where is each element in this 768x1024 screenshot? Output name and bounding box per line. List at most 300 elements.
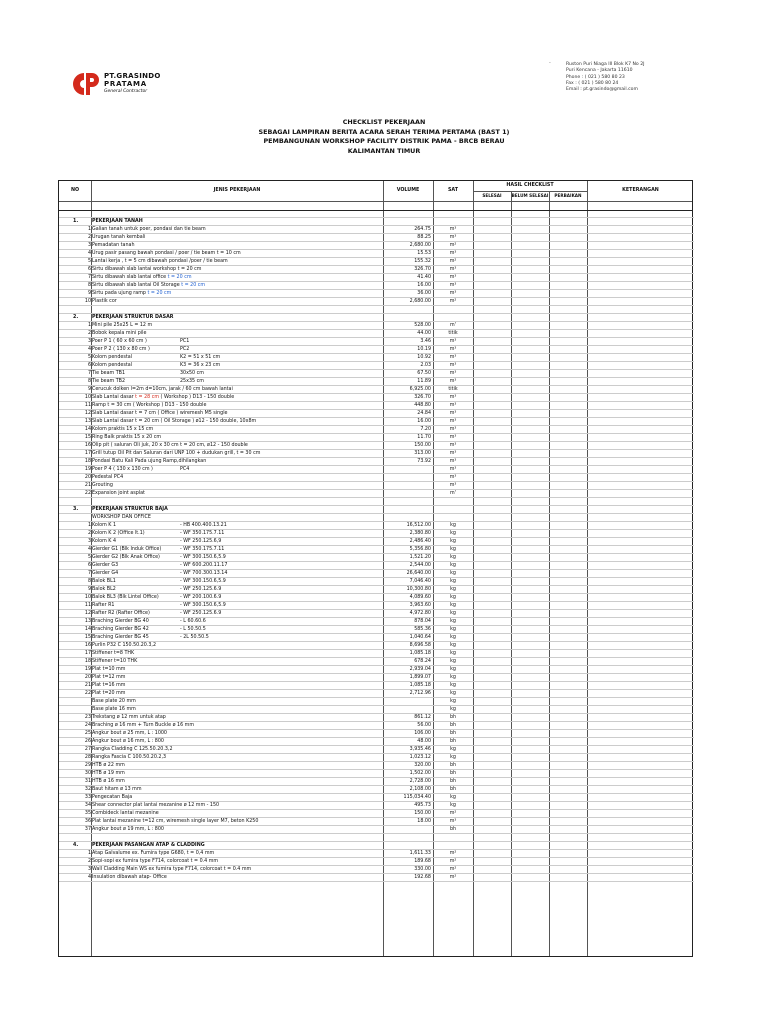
item-number: 6 <box>87 563 91 568</box>
description-text: Plat t=20 mm <box>92 691 126 696</box>
company-tagline: General Contractor <box>104 89 148 94</box>
item-spec: - L 60.60.6 <box>180 619 206 624</box>
item-volume: 528.00 <box>414 323 431 328</box>
table-row <box>59 442 694 450</box>
item-number: 19 <box>84 667 91 672</box>
table-row <box>59 666 694 674</box>
description-text: Plat t=12 mm <box>92 675 126 680</box>
table-row <box>59 730 694 738</box>
description-text: Poer P 4 ( 130 x 130 cm ) <box>92 467 153 472</box>
description-text: Grill tutup Oil Pit dan Saluran dari UNP 100 + dudukan grill, t = 30 cm <box>92 451 261 456</box>
item-volume: 7,046.40 <box>409 579 431 584</box>
item-unit: kg <box>450 595 456 600</box>
item-number: 9 <box>87 587 91 592</box>
table-row <box>59 642 694 650</box>
item-description <box>92 722 387 730</box>
description-text: Braching Gierder BG 45 <box>92 635 149 640</box>
item-unit: m² <box>449 259 457 264</box>
description-text: Plat t=10 mm <box>92 667 126 672</box>
blank-row <box>59 210 694 218</box>
item-description <box>92 874 387 882</box>
table-row <box>59 258 694 266</box>
table-row <box>59 378 694 386</box>
item-volume: 115,034.40 <box>403 795 431 800</box>
item-volume: 48.00 <box>417 739 431 744</box>
description-text: Stiffener t=10 THK <box>92 659 138 664</box>
item-volume: 189.68 <box>414 859 431 864</box>
item-volume: 6,925.00 <box>409 387 431 392</box>
address-line: Email : pt.grasindo@gmail.com <box>566 87 638 93</box>
table-row <box>59 434 694 442</box>
description-text: Gierder G1 (Blk Induk Office) <box>92 547 162 552</box>
item-description <box>92 442 387 450</box>
table-row <box>59 250 694 258</box>
item-volume: 1,899.07 <box>409 675 431 680</box>
item-unit: kg <box>450 523 456 528</box>
item-volume: 1,502.00 <box>409 771 431 776</box>
item-volume: 2,544.00 <box>409 563 431 568</box>
item-unit: m³ <box>449 355 457 360</box>
item-number: 9 <box>87 387 91 392</box>
item-spec: - WF 300.150.6,5.9 <box>180 603 226 608</box>
description-text: Balok BL2 <box>92 587 116 592</box>
company-logo <box>70 71 190 101</box>
item-number: 3 <box>87 339 91 344</box>
table-row <box>59 426 694 434</box>
item-number: 16 <box>84 443 91 448</box>
item-number: 7 <box>87 371 91 376</box>
description-text: Stiffener t=8 THK <box>92 651 135 656</box>
table-row <box>59 226 694 234</box>
item-volume: 67.50 <box>417 371 431 376</box>
item-number: 26 <box>84 739 91 744</box>
item-unit: kg <box>450 531 456 536</box>
item-description <box>92 866 387 874</box>
table-row <box>59 370 694 378</box>
item-number: 22 <box>84 491 91 496</box>
item-description <box>92 458 387 466</box>
item-spec: 25x35 cm <box>180 379 204 384</box>
item-unit: kg <box>450 627 456 632</box>
item-unit: m³ <box>449 443 457 448</box>
description-text: Gierder G3 <box>92 563 119 568</box>
item-unit: m³ <box>449 251 457 256</box>
item-unit: kg <box>450 563 456 568</box>
item-volume: 1,085.18 <box>409 683 431 688</box>
description-text: Plat lantai mezanine t=12 cm, wiremesh single layer M7, beton K250 <box>92 819 259 824</box>
table-row <box>59 738 694 746</box>
item-volume: 56.00 <box>417 723 431 728</box>
description-text: Base plate 20 mm <box>92 699 136 704</box>
item-volume: 88.25 <box>417 235 431 240</box>
description-text: WORKSHOP DAN OFFICE <box>92 515 151 520</box>
table-row <box>59 466 694 474</box>
item-description <box>92 786 387 794</box>
table-row <box>59 458 694 466</box>
item-volume: 24.84 <box>417 411 431 416</box>
item-unit: bh <box>449 827 457 832</box>
item-volume: 3,935.46 <box>409 747 431 752</box>
item-unit: m³ <box>449 339 457 344</box>
table-row <box>59 402 694 410</box>
item-number: 3 <box>87 539 91 544</box>
table-row <box>59 778 694 786</box>
item-number: 1 <box>87 523 91 528</box>
item-volume: 41.40 <box>417 275 431 280</box>
description-text: ( Workshop ) D13 - 150 double <box>159 395 235 400</box>
item-volume: 326.70 <box>414 267 431 272</box>
item-unit: m³ <box>449 283 457 288</box>
blank-row <box>59 498 694 506</box>
item-number: 5 <box>87 355 91 360</box>
description-text: Urug pasir pasang bawah pondasi / poer / tie beam t = 10 cm <box>92 251 241 256</box>
item-number: 17 <box>84 451 91 456</box>
item-unit: m² <box>449 811 457 816</box>
item-unit: m³ <box>449 347 457 352</box>
item-number: 10 <box>84 299 91 304</box>
description-text: Base plate 16 mm <box>92 707 136 712</box>
item-number: 15 <box>84 435 91 440</box>
table-row <box>59 874 694 882</box>
table-row <box>59 266 694 274</box>
description-text: Sopi-sopi ex fumira type F714, colorcoat t = 0.4 mm <box>92 859 219 864</box>
item-volume: 16.00 <box>417 283 431 288</box>
table-row <box>59 546 694 554</box>
table-row <box>59 650 694 658</box>
description-text: Braching Gierder BG 40 <box>92 619 149 624</box>
table-row <box>59 850 694 858</box>
item-description <box>92 714 387 722</box>
table-row <box>59 354 694 362</box>
table-row <box>59 522 694 530</box>
item-description <box>92 826 387 834</box>
description-text: Rangka Fascia C 100.50.20.2,3 <box>92 755 167 760</box>
item-spec: - WF 250.125.6.9 <box>180 611 222 616</box>
item-volume: 861.12 <box>414 715 431 720</box>
item-unit: m³ <box>449 363 457 368</box>
section-row <box>59 218 694 226</box>
item-description <box>92 762 387 770</box>
table-row <box>59 474 694 482</box>
item-number: 5 <box>87 259 91 264</box>
description-text: Braching Gierder BG 42 <box>92 627 149 632</box>
table-row <box>59 714 694 722</box>
item-unit: kg <box>450 547 456 552</box>
description-text: Baut hitam ø 13 mm <box>92 787 142 792</box>
item-spec: - 2L 50.50.5 <box>180 635 209 640</box>
description-text: Cerucuk dolken l=2m d=10cm, jarak / 60 cm bawah lantai <box>92 387 233 392</box>
item-unit: kg <box>450 619 456 624</box>
item-spec: - WF 300.150.6,5.9 <box>180 555 226 560</box>
section-number: 2. <box>73 315 79 320</box>
description-text: Olip pit ( saluran Oli juk, 20 x 30 cm t = 20 cm, ø12 - 150 double <box>92 443 248 448</box>
item-unit: kg <box>450 667 456 672</box>
description-text: Grouting <box>92 483 113 488</box>
description-text: Purlin P32 C 150.50.20.3,2 <box>92 643 157 648</box>
table-row <box>59 682 694 690</box>
item-number: 29 <box>84 763 91 768</box>
item-description <box>92 474 387 482</box>
description-text: Kolom K 2 (Office lt.1) <box>92 531 145 536</box>
item-volume: 2.03 <box>420 363 431 368</box>
description-text: HTB ø 19 mm <box>92 771 125 776</box>
item-volume: 150.00 <box>414 811 431 816</box>
description-text: Urugan tanah kembali <box>92 235 146 240</box>
item-number: 12 <box>84 611 91 616</box>
item-unit: m³ <box>449 483 457 488</box>
item-number: 2 <box>87 859 91 864</box>
table-row <box>59 322 694 330</box>
item-description <box>92 698 387 706</box>
item-description <box>92 250 387 258</box>
grid-line <box>59 201 692 202</box>
description-text: Kolom pendestal <box>92 355 132 360</box>
item-unit: m³ <box>449 459 457 464</box>
item-unit: kg <box>450 635 456 640</box>
item-number: 8 <box>87 579 91 584</box>
table-row <box>59 490 694 498</box>
item-unit: m³ <box>449 267 457 272</box>
item-number: 18 <box>84 659 91 664</box>
description-text: Kolom K 1 <box>92 523 117 528</box>
item-volume: 16,512.00 <box>406 523 431 528</box>
item-volume: 73.92 <box>417 459 431 464</box>
item-spec: - WF 350.175.7.11 <box>180 531 225 536</box>
description-text: Plastik cor <box>92 299 117 304</box>
item-description <box>92 402 387 410</box>
description-text: Rafter R1 <box>92 603 115 608</box>
highlighted-text: t = 20 cm <box>181 283 206 288</box>
item-volume: 3,963.60 <box>409 603 431 608</box>
item-unit: bh <box>449 787 457 792</box>
table-row <box>59 770 694 778</box>
table-row <box>59 746 694 754</box>
description-text: HTB ø 16 mm <box>92 779 125 784</box>
description-text: Atap Galvalume ex. Fumira type G680, t = 0,4 mm <box>92 851 215 856</box>
item-description <box>92 418 387 426</box>
item-number: 15 <box>84 635 91 640</box>
item-unit: m' <box>450 491 456 496</box>
item-volume: 3.46 <box>420 339 431 344</box>
item-unit: kg <box>450 643 456 648</box>
item-volume: 106.00 <box>414 731 431 736</box>
description-text: HTB ø 22 mm <box>92 763 125 768</box>
item-spec: - WF 250.125.6.9 <box>180 587 222 592</box>
item-volume: 150.00 <box>414 443 431 448</box>
item-unit: bh <box>449 731 457 736</box>
item-number: 3 <box>87 867 91 872</box>
col-header-sat: SAT <box>447 188 459 193</box>
item-description <box>92 242 387 250</box>
item-unit: kg <box>450 579 456 584</box>
item-volume: 4,972.80 <box>409 611 431 616</box>
item-unit: m³ <box>449 371 457 376</box>
section-row <box>59 506 694 514</box>
item-description <box>92 394 387 402</box>
item-unit: bh <box>449 779 457 784</box>
item-description <box>92 730 387 738</box>
item-volume: 2,728.00 <box>409 779 431 784</box>
item-unit: kg <box>450 675 456 680</box>
item-spec: - WF 350.175.7.11 <box>180 547 225 552</box>
item-unit: kg <box>450 587 456 592</box>
description-text: Lantai kerja , t = 5 cm dibawah pondasi /poer / tie beam <box>92 259 228 264</box>
item-description <box>92 770 387 778</box>
description-text: Gierder G4 <box>92 571 119 576</box>
description-text: Mini pile 25x25 L = 12 m <box>92 323 153 328</box>
item-number: 23 <box>84 715 91 720</box>
item-number: 4 <box>87 875 91 880</box>
description-text: Pedestal PC4 <box>92 475 124 480</box>
description-text: Sirtu dibawah slab lantai workshop t = 20 cm <box>92 267 202 272</box>
item-number: 31 <box>84 779 91 784</box>
item-volume: 2,108.00 <box>409 787 431 792</box>
document-title <box>0 118 768 156</box>
table-row <box>59 818 694 826</box>
company-name-line2: PRATAMA <box>104 80 148 88</box>
description-text: Shear connector plat lantai mezanine ø 12 mm - 150 <box>92 803 220 808</box>
item-volume: 1,521.20 <box>409 555 431 560</box>
description-text: Balok BL1 <box>92 579 116 584</box>
item-number: 5 <box>87 555 91 560</box>
item-description <box>92 794 387 802</box>
table-row <box>59 706 694 714</box>
item-number: 11 <box>84 403 91 408</box>
description-text: Tie beam TB1 <box>92 371 125 376</box>
table-row <box>59 562 694 570</box>
item-spec: K3 = 36 x 23 cm <box>180 363 221 368</box>
table-row <box>59 794 694 802</box>
item-description <box>92 298 387 306</box>
table-row <box>59 274 694 282</box>
item-volume: 1,040.64 <box>409 635 431 640</box>
item-description <box>92 450 387 458</box>
item-unit: m³ <box>449 475 457 480</box>
item-number: 2 <box>87 235 91 240</box>
highlighted-text: t = 20 cm <box>147 291 172 296</box>
title-line: PEMBANGUNAN WORKSHOP FACILITY DISTRIK PAMA - BRCB BERAU <box>263 137 505 146</box>
item-volume: 2,680.00 <box>409 243 431 248</box>
item-number: 8 <box>87 283 91 288</box>
item-unit: kg <box>450 795 456 800</box>
table-row <box>59 282 694 290</box>
item-description <box>92 490 387 498</box>
item-unit: titik <box>448 331 458 336</box>
item-number: 14 <box>84 427 91 432</box>
item-unit: kg <box>450 611 456 616</box>
table-row <box>59 586 694 594</box>
item-number: 9 <box>87 291 91 296</box>
table-row <box>59 674 694 682</box>
item-unit: kg <box>450 699 456 704</box>
item-spec: K2 = 51 x 51 cm <box>180 355 221 360</box>
item-description <box>92 738 387 746</box>
description-text: Kolom praktis 15 x 15 cm <box>92 427 154 432</box>
item-number: 6 <box>87 267 91 272</box>
item-volume: 36.00 <box>417 291 431 296</box>
item-volume: 264.75 <box>414 227 431 232</box>
item-number: 12 <box>84 411 91 416</box>
item-number: 3 <box>87 243 91 248</box>
item-volume: 313.00 <box>414 451 431 456</box>
item-description <box>92 818 387 826</box>
description-text: Pengecatan Baja <box>92 795 133 800</box>
description-text: Sirtu dibawah slab lantai Oil Storage <box>92 283 182 288</box>
description-text: Insulation dibawah atap- Office <box>92 875 167 880</box>
item-unit: m² <box>449 299 457 304</box>
col-header-no: NO <box>70 188 80 193</box>
item-number: 22 <box>84 691 91 696</box>
table-row <box>59 810 694 818</box>
item-volume: 2,712.96 <box>409 691 431 696</box>
item-unit: kg <box>450 555 456 560</box>
item-volume: 18.00 <box>417 819 431 824</box>
table-row <box>59 754 694 762</box>
item-description <box>92 330 387 338</box>
item-volume: 44.00 <box>417 331 431 336</box>
item-volume: 10.92 <box>417 355 431 360</box>
table-row <box>59 298 694 306</box>
item-volume: 2,939.04 <box>409 667 431 672</box>
item-description <box>92 426 387 434</box>
item-unit: m³ <box>449 227 457 232</box>
item-unit: m³ <box>449 235 457 240</box>
item-unit: m² <box>449 867 457 872</box>
item-volume: 15.53 <box>417 251 431 256</box>
item-unit: kg <box>450 683 456 688</box>
dot-mark: . <box>549 58 551 65</box>
description-text: Rangka Cladding C 125.50.20.3,2 <box>92 747 173 752</box>
item-number: 30 <box>84 771 91 776</box>
table-row <box>59 386 694 394</box>
address-line: Puri Kencana - Jakarta 11610 <box>566 68 633 74</box>
table-row <box>59 338 694 346</box>
item-unit: m² <box>449 243 457 248</box>
item-number: 7 <box>87 275 91 280</box>
item-number: 6 <box>87 363 91 368</box>
item-volume: 2,680.00 <box>409 299 431 304</box>
item-unit: kg <box>450 539 456 544</box>
description-text: Expansion joint asplat <box>92 491 145 496</box>
item-volume: 678.24 <box>414 659 431 664</box>
item-spec: - L 50.50.5 <box>180 627 206 632</box>
item-description <box>92 282 387 290</box>
item-unit: kg <box>450 707 456 712</box>
item-number: 35 <box>84 811 91 816</box>
item-description <box>92 650 387 658</box>
item-unit: kg <box>450 651 456 656</box>
description-text: Slab Lantai dasar <box>92 395 136 400</box>
table-row <box>59 762 694 770</box>
item-volume: 4,089.60 <box>409 595 431 600</box>
item-unit: m³ <box>449 275 457 280</box>
item-number: 4 <box>87 547 91 552</box>
item-number: 25 <box>84 731 91 736</box>
item-spec: PC2 <box>180 347 190 352</box>
item-spec: PC1 <box>180 339 190 344</box>
item-unit: m' <box>450 323 456 328</box>
description-text: Galian tanah untuk poer, pondasi dan tie beam <box>92 227 206 232</box>
item-number: 36 <box>84 819 91 824</box>
table-row <box>59 418 694 426</box>
item-number: 14 <box>84 627 91 632</box>
item-unit: kg <box>450 755 456 760</box>
item-number: 20 <box>84 675 91 680</box>
item-number: 16 <box>84 643 91 648</box>
grid-line <box>473 191 587 192</box>
table-row <box>59 698 694 706</box>
section-title: PEKERJAAN TANAH <box>92 219 143 224</box>
